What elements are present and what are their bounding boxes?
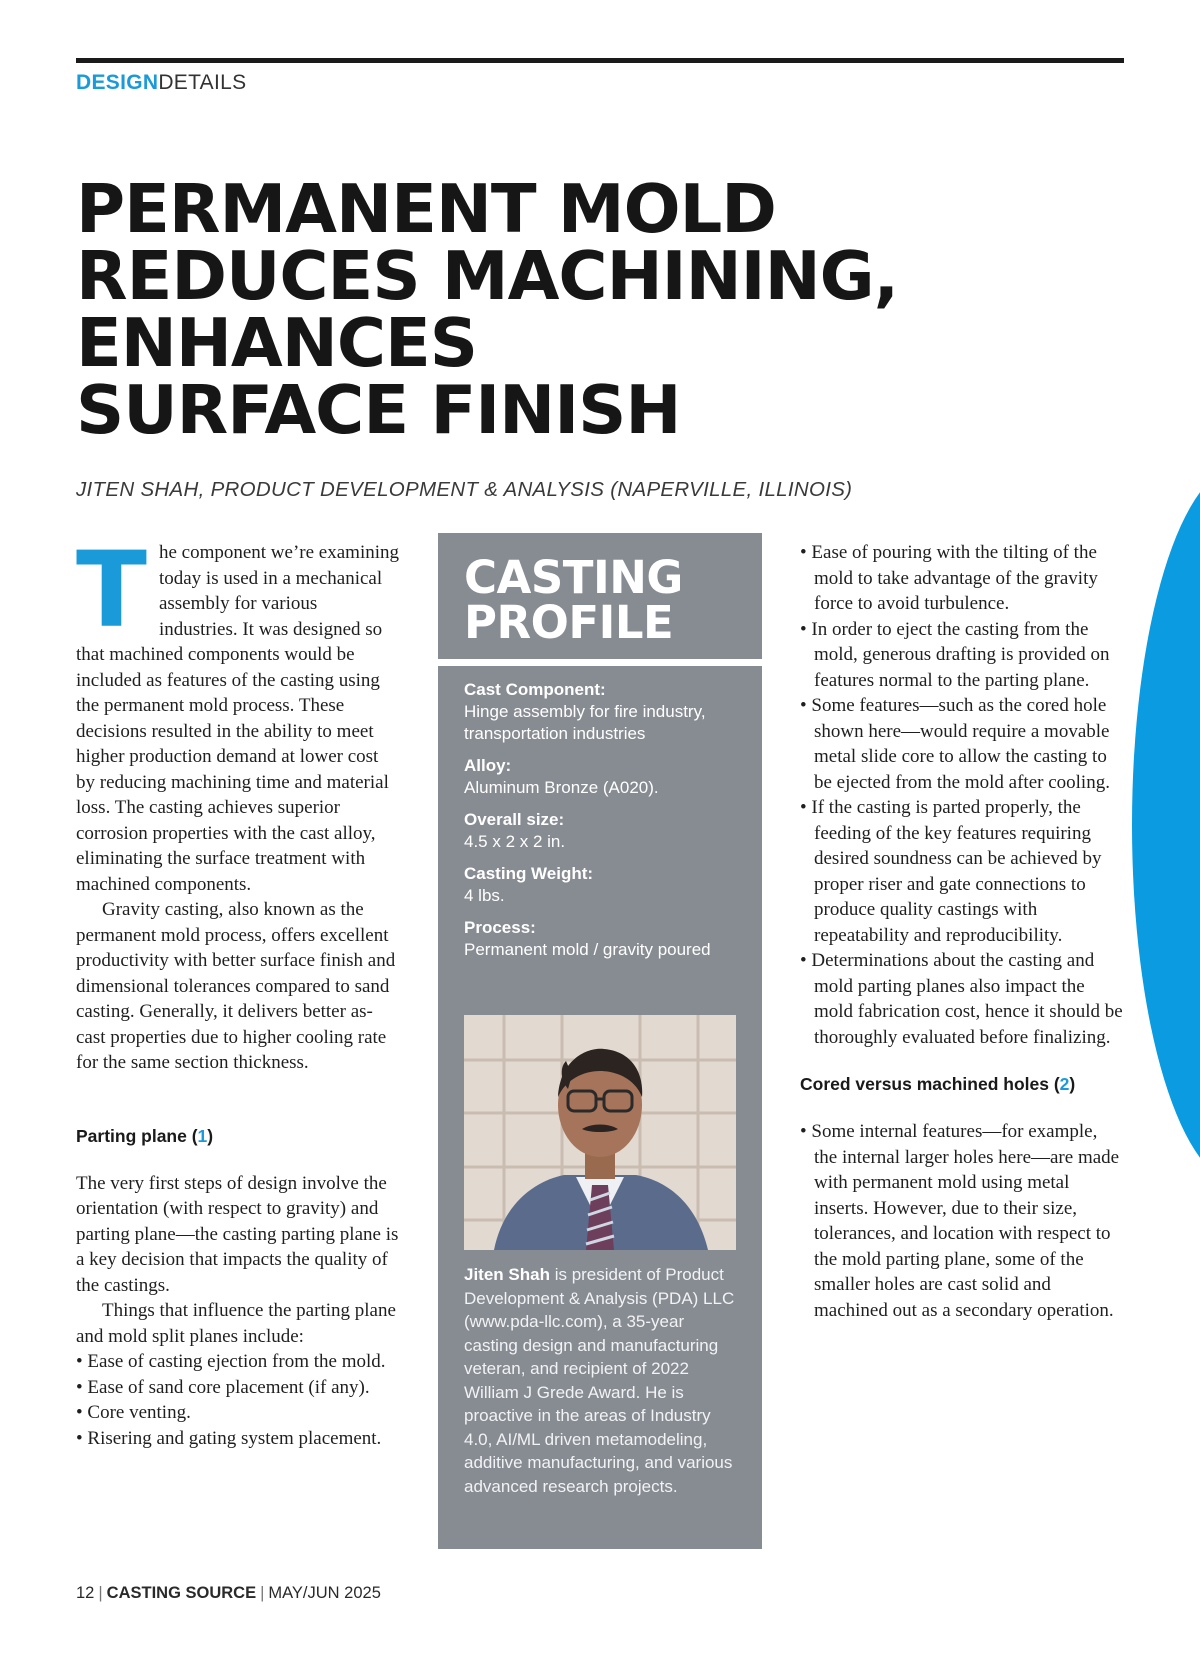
profile-field [464, 679, 750, 745]
author-bio-text: is president of Product Development & Analysis (PDA) LLC (www.pda-llc.com), a 35-year casting design and manufacturing veteran, and recipient of 2022 William J Grede Award. He is proactive in the areas of Industry 4.0, AI/ML driven metamodeling, additive manufacturing, and various advanced research projects. [464, 1265, 735, 1496]
field-value: Permanent mold / gravity poured [464, 940, 711, 959]
profile-field [464, 917, 750, 961]
drop-cap: T [76, 529, 147, 651]
title-line: PERMANENT MOLD [76, 170, 776, 248]
magazine-name: CASTING SOURCE [106, 1584, 257, 1602]
column-right [800, 540, 1125, 1323]
paragraph: Things that influence the parting plane and mold split planes include: [76, 1300, 396, 1347]
profile-field [464, 863, 750, 907]
issue-date: MAY/JUN 2025 [268, 1584, 381, 1602]
bullet-item: • Ease of sand core placement (if any). [76, 1376, 370, 1398]
top-rule [76, 58, 1124, 63]
byline: JITEN SHAH, PRODUCT DEVELOPMENT & ANALYSIS (NAPERVILLE, ILLINOIS) [76, 478, 853, 501]
figure-ref-number: 1 [197, 1125, 208, 1146]
profile-header [438, 533, 762, 657]
subhead-parting-plane [76, 1124, 400, 1149]
profile-title-line: CASTING [464, 551, 683, 604]
decorative-blue-arc [1132, 465, 1200, 1185]
profile-title-line: PROFILE [464, 596, 674, 649]
bullet-item: • If the casting is parted properly, the feeding of the key features requiring desired soundness can be achieved by proper riser and gate connections to produce quality castings with repeatability and reproducibility. [800, 797, 1102, 946]
subhead-text: Cored versus machined holes ( [800, 1074, 1060, 1094]
page-footer [76, 1584, 381, 1603]
title-line: ENHANCES [76, 304, 478, 382]
article-title [76, 170, 899, 449]
author-photo [464, 1015, 736, 1250]
intro-text: he component we’re examining today is used in a mechanical assembly for various industries. It was designed so that machined components would be included as features of the casting using the permanent mold process. These decisions resulted in the ability to meet higher production demand at lower cost by reducing machining time and material loss. The casting achieves superior corrosion properties with the cast alloy, eliminating the surface treatment with machined components. [76, 542, 400, 895]
section-label-light: DETAILS [158, 71, 247, 94]
profile-field [464, 755, 750, 799]
footer-separator: | [260, 1584, 265, 1602]
subhead-cored-holes [800, 1072, 1125, 1097]
page-number: 12 [76, 1584, 95, 1602]
field-value: Aluminum Bronze (A020). [464, 778, 659, 797]
bullet-item: • Determinations about the casting and mold parting planes also impact the mold fabrication cost, hence it should be thoroughly evaluated before finalizing. [800, 950, 1123, 1048]
field-label: Process: [464, 918, 536, 937]
figure-ref-number: 2 [1059, 1074, 1070, 1094]
section-label-strong: DESIGN [76, 71, 159, 94]
subhead-close: ) [1069, 1074, 1076, 1094]
field-label: Casting Weight: [464, 864, 594, 883]
section-label [76, 71, 246, 95]
column-left [76, 529, 400, 1451]
paragraph: The very first steps of design involve the orientation (with respect to gravity) and parting plane—the casting parting plane is a key decision that impacts the quality of the castings. [76, 1172, 399, 1296]
paragraph: Gravity casting, also known as the permanent mold process, offers excellent productivity with better surface finish and dimensional tolerances compared to sand casting. Generally, it delivers better as-cast properties due to higher cooling rate for the same section thickness. [76, 899, 396, 1073]
subhead-text: Parting plane ( [76, 1125, 198, 1146]
field-value: 4.5 x 2 x 2 in. [464, 832, 566, 851]
bullet-item: • Core venting. [76, 1402, 191, 1423]
bullet-item: • Some internal features—for example, the internal larger holes here—are made with permanent mold using metal inserts. However, due to their size, tolerances, and location with respect to the mold parting plane, some of the smaller holes are cast solid and machined out as a secondary operation. [800, 1121, 1120, 1321]
subhead-close: ) [207, 1125, 214, 1146]
profile-divider [438, 659, 762, 666]
bullet-item: • Ease of casting ejection from the mold. [76, 1351, 386, 1372]
author-name: Jiten Shah [464, 1265, 550, 1284]
field-value: 4 lbs. [464, 886, 505, 905]
bullet-item: • Some features—such as the cored hole shown here—would require a movable metal slide core to allow the casting to be ejected from the mold after cooling. [800, 695, 1110, 793]
title-line: SURFACE FINISH [76, 371, 681, 449]
title-line: REDUCES MACHINING, [76, 237, 899, 315]
field-label: Cast Component: [464, 680, 606, 699]
author-bio [464, 1263, 740, 1498]
profile-field [464, 809, 750, 853]
bullet-item: • In order to eject the casting from the mold, generous drafting is provided on features normal to the parting plane. [800, 618, 1110, 691]
field-label: Alloy: [464, 756, 512, 775]
intro-paragraph [76, 529, 400, 897]
bullet-item: • Risering and gating system placement. [76, 1427, 382, 1449]
profile-fields [464, 679, 750, 971]
footer-separator: | [98, 1584, 103, 1602]
field-label: Overall size: [464, 810, 565, 829]
profile-title [464, 551, 683, 649]
casting-profile-sidebar [438, 533, 762, 1549]
field-value: Hinge assembly for fire industry, transportation industries [464, 702, 706, 743]
bullet-item: • Ease of pouring with the tilting of the mold to take advantage of the gravity force to avoid turbulence. [800, 542, 1098, 614]
